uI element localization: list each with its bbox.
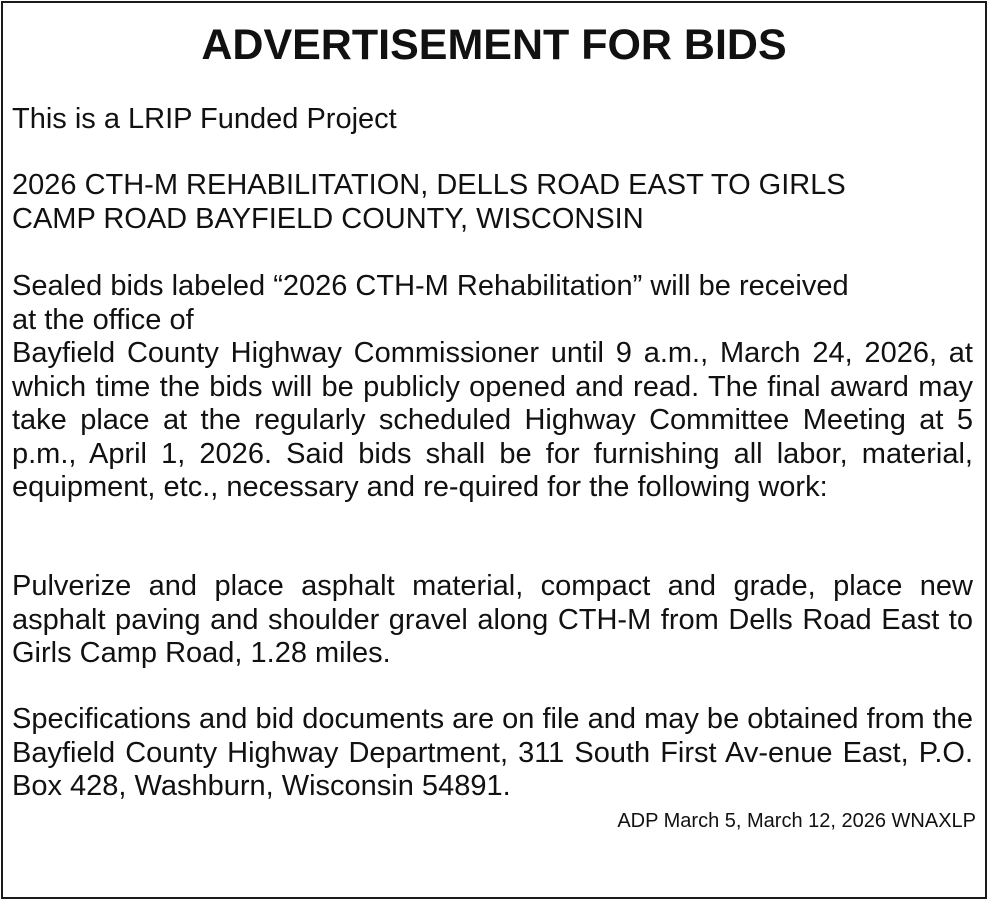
bids-office-line: at the office of <box>12 303 194 336</box>
specifications-paragraph <box>12 703 973 804</box>
work-paragraph <box>12 570 973 671</box>
project-name-line-1: 2026 CTH-M REHABILITATION, DELLS ROAD EAST TO GIRLS <box>12 169 846 201</box>
publication-line: ADP March 5, March 12, 2026 WNAXLP <box>617 810 976 832</box>
funding-text: This is a LRIP Funded Project <box>12 103 397 135</box>
notice-title: ADVERTISEMENT FOR BIDS <box>201 21 787 69</box>
project-name <box>12 169 973 236</box>
bids-body: Bayfield County Highway Commissioner until 9 a.m., March 24, 2026, at which time the bids will be publicly opened and read. The final award may take place at the regularly scheduled Highway Committee Meeting at 5 p.m., April 1, 2026. Said bids shall be for furnishing all labor, material, equipment, etc., necessary and re-quired for the following work: <box>12 337 973 503</box>
funding-line <box>12 103 973 137</box>
specifications-text: Specifications and bid documents are on file and may be obtained from the Bayfield County Highway Department, 311 South First Av-enue East, P.O. Box 428, Washburn, Wisconsin 54891. <box>12 703 973 802</box>
bids-paragraph <box>12 270 973 505</box>
bids-intro-line: Sealed bids labeled “2026 CTH-M Rehabilitation” will be received <box>12 270 849 302</box>
project-name-line-2: CAMP ROAD BAYFIELD COUNTY, WISCONSIN <box>12 202 644 235</box>
work-description: Pulverize and place asphalt material, compact and grade, place new asphalt paving and shoulder gravel along CTH-M from Dells Road East to Girls Camp Road, 1.28 miles. <box>12 570 973 669</box>
